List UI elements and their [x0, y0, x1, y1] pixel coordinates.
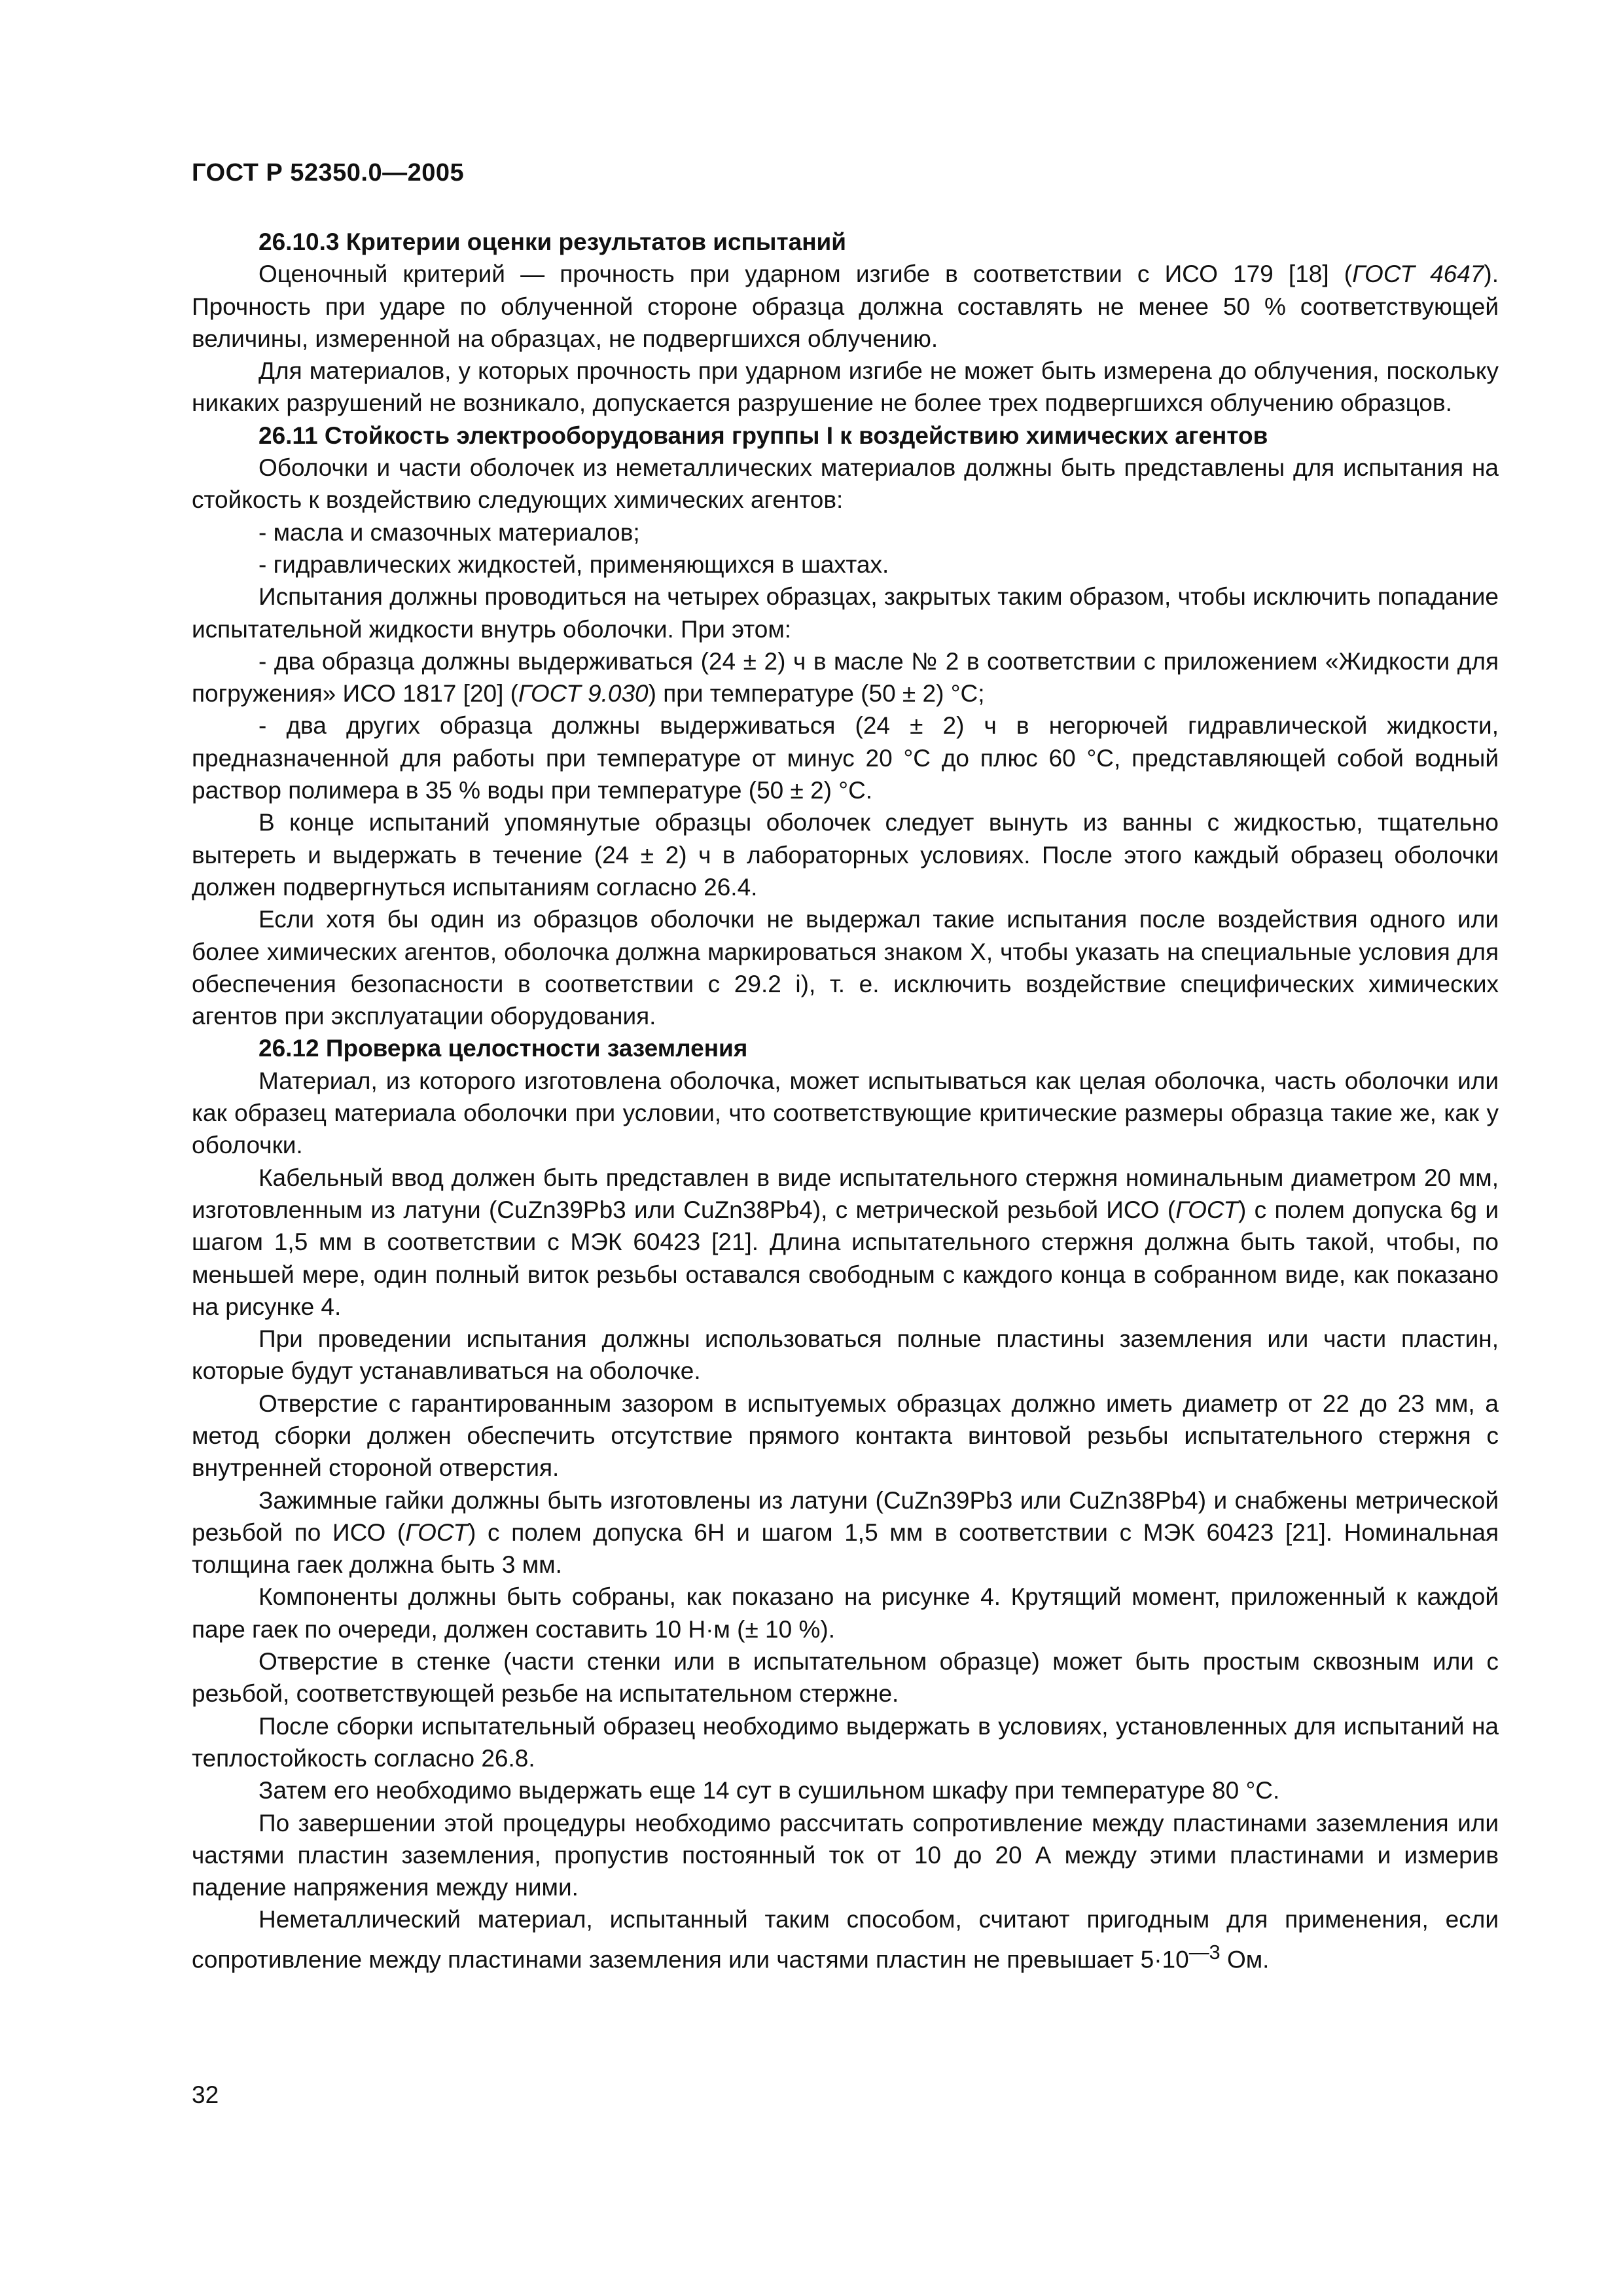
exponent: —3 — [1188, 1940, 1221, 1964]
paragraph: Испытания должны проводиться на четырех образцах, закрытых таким образом, чтобы исключить попадание испытательной жидкости внутрь оболочки. При этом: — [192, 583, 1499, 643]
section-heading-26-10-3: 26.10.3 Критерии оценки результатов испытаний — [259, 228, 847, 255]
document-header: ГОСТ Р 52350.0—2005 — [192, 159, 465, 187]
paragraph: Оболочки и части оболочек из неметаллических материалов должны быть представлены для испытания на стойкость к воздействию следующих химических агентов: — [192, 454, 1499, 514]
paragraph: После сборки испытательный образец необходимо выдержать в условиях, установленных для испытаний на теплостойкость согласно 26.8. — [192, 1712, 1499, 1772]
paragraph: Для материалов, у которых прочность при ударном изгибе не может быть измерена до облучения, поскольку никаких разрушений не возникало, допускается разрушение не более трех подвергшихся облучению образцов. — [192, 357, 1499, 417]
paragraph: Отверстие с гарантированным зазором в испытуемых образцах должно иметь диаметр от 22 до 23 мм, а метод сборки должен обеспечить отсутствие прямого контакта винтовой резьбы испытательного стержня с внутренней стороной отверстия. — [192, 1390, 1499, 1482]
paragraph: Неметаллический материал, испытанный таким способом, считают пригодным для применения, если сопротивление между пластинами заземления или частями пластин не превышает $5\cdot 10^{—3}$ Ом. — [192, 1906, 1499, 1973]
paragraph: Затем его необходимо выдержать еще 14 сут в сушильном шкафу при температуре 80 °С. — [259, 1777, 1280, 1804]
list-item: - два других образца должны выдерживаться (24 ± 2) ч в негорючей гидравлической жидкости, предназначенной для работы при температуре от минус 20 °С до плюс 60 °С, представляющей собой водный раствор полимера в 35 % воды при температуре (50 ± 2) °С. — [192, 712, 1499, 804]
paragraph: Материал, из которого изготовлена оболочка, может испытываться как целая оболочка, часть оболочки или как образец материала оболочки при условии, что соответствующие критические размеры образца такие же, как у оболочки. — [192, 1067, 1499, 1159]
standard-reference: ГОСТ — [1175, 1196, 1239, 1223]
section-heading-26-12: 26.12 Проверка целостности заземления — [259, 1035, 748, 1062]
paragraph: Зажимные гайки должны быть изготовлены из латуни (CuZn39Pb3 или CuZn38Pb4) и снабжены метрической резьбой по ИСО (ГОСТ) с полем допуска 6Н и шагом 1,5 мм в соответствии с МЭК 60423 [21]. Номинальная толщина гаек должна быть 3 мм. — [192, 1486, 1499, 1579]
list-item: - два образца должны выдерживаться (24 ± 2) ч в масле № 2 в соответствии с приложением «Жидкости для погружения» ИСО 1817 [20] (ГОСТ 9.030) при температуре (50 ± 2) °С; — [192, 647, 1499, 708]
section-heading-26-11: 26.11 Стойкость электрооборудования группы I к воздействию химических агентов — [259, 422, 1268, 449]
page-number: 32 — [192, 2081, 219, 2108]
paragraph: Оценочный критерий — прочность при ударном изгибе в соответствии с ИСО 179 [18] (ГОСТ 4647). Прочность при ударе по облученной стороне образца должна составлять не менее 50 % соответствующей величины, измеренной на образцах, не подвергшихся облучению. — [192, 260, 1499, 352]
paragraph: По завершении этой процедуры необходимо рассчитать сопротивление между пластинами заземления или частями пластин заземления, пропустив постоянный ток от 10 до 20 А между этими пластинами и измерив падение напряжения между ними. — [192, 1809, 1499, 1901]
paragraph: При проведении испытания должны использоваться полные пластины заземления или части пластин, которые будут устанавливаться на оболочке. — [192, 1325, 1499, 1385]
standard-reference: ГОСТ — [405, 1518, 469, 1546]
standard-reference: ГОСТ 9.030 — [518, 680, 649, 708]
list-item: - гидравлических жидкостей, применяющихся в шахтах. — [259, 550, 889, 578]
document-body — [192, 226, 1499, 1975]
paragraph: Компоненты должны быть собраны, как показано на рисунке 4. Крутящий момент, приложенный к каждой паре гаек по очереди, должен составить 10 Н·м (± 10 %). — [192, 1583, 1499, 1643]
paragraph: Если хотя бы один из образцов оболочки не выдержал такие испытания после воздействия одного или более химических агентов, оболочка должна маркироваться знаком X, чтобы указать на специальные условия для обеспечения безопасности в соответствии с 29.2 i), т. е. исключить воздействие специфических химических агентов при эксплуатации оборудования. — [192, 906, 1499, 1030]
paragraph: В конце испытаний упомянутые образцы оболочек следует вынуть из ванны с жидкостью, тщательно вытереть и выдержать в течение (24 ± 2) ч в лабораторных условиях. После этого каждый образец оболочки должен подвергнуться испытаниям согласно 26.4. — [192, 809, 1499, 901]
paragraph: Отверстие в стенке (части стенки или в испытательном образце) может быть простым сквозным или с резьбой, соответствующей резьбе на испытательном стержне. — [192, 1648, 1499, 1708]
paragraph: Кабельный ввод должен быть представлен в виде испытательного стержня номинальным диаметром 20 мм, изготовленным из латуни (CuZn39Pb3 или CuZn38Pb4), с метрической резьбой ИСО (ГОСТ) с полем допуска 6g и шагом 1,5 мм в соответствии с МЭК 60423 [21]. Длина испытательного стержня должна быть такой, чтобы, по меньшей мере, один полный виток резьбы оставался свободным с каждого конца в собранном виде, как показано на рисунке 4. — [192, 1164, 1499, 1320]
list-item: - масла и смазочных материалов; — [259, 518, 640, 546]
standard-reference: ГОСТ 4647 — [1352, 260, 1484, 288]
